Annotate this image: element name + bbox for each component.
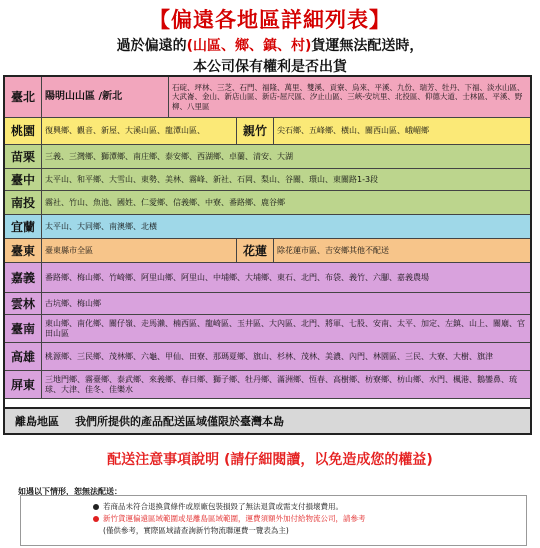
- region-label-taichung: 臺中: [5, 169, 42, 190]
- table-row-taipei: [5, 77, 530, 118]
- region-label-taipei: 臺北: [5, 77, 42, 117]
- table-row-yilan: [5, 215, 530, 239]
- region-areas-chiayi: 番路鄉、梅山鄉、竹崎鄉、阿里山鄉、阿里山、中埔鄉、大埔鄉、東石、北門、布袋、義竹、六腳、嘉義農場: [45, 272, 429, 282]
- notes-title: 配送注意事項說明 (請仔細閱讀，以免造成您的權益): [107, 452, 433, 468]
- table-row-nantou: [5, 191, 530, 215]
- region-label-miaoli: 苗栗: [5, 145, 42, 168]
- subtitle-prefix: 過於偏遠的: [116, 38, 187, 54]
- region-areas-miaoli: 三義、三灣鄉、獅潭鄉、南庄鄉、泰安鄉、西湖鄉、卓蘭、清安、大湖: [45, 151, 293, 161]
- region-areas-nantou: 霧社、竹山、魚池、國姓、仁愛鄉、信義鄉、中寮、番路鄉、鹿谷鄉: [45, 197, 285, 207]
- region-label-pingtung: 屏東: [5, 371, 42, 398]
- region-areas-yunlin: 古坑鄉、梅山鄉: [45, 298, 101, 308]
- subtitle-line2: 本公司保有權利是否出貨: [193, 59, 347, 75]
- region-label-kaohsiung: 高雄: [5, 343, 42, 370]
- notes-line-2-text: 新竹貨運偏遠區域範圍或是離島區域範圍，運費須額外加付給物流公司，請參考: [103, 514, 366, 523]
- region-areas-hsinchu: 尖石鄉、五峰鄉、橫山、關西山區、峨嵋鄉: [277, 126, 429, 135]
- notes-line-2: [21, 513, 526, 525]
- region-label-taoyuan: 桃園: [5, 118, 42, 144]
- region-label-yilan: 宜蘭: [5, 215, 42, 238]
- table-row-tainan: [5, 315, 530, 343]
- page-title: 【偏遠各地區詳細列表】: [149, 8, 391, 32]
- table-row-islands: [3, 409, 532, 435]
- region-areas-taitung: 臺東縣市全區: [42, 239, 237, 262]
- table-row-pingtung: [5, 371, 530, 399]
- region-label-tainan: 臺南: [5, 315, 42, 342]
- notes-intro: 如遇以下情形，恕無法配送：: [18, 487, 122, 496]
- bullet-icon: [93, 504, 99, 510]
- subtitle-line1: [0, 35, 540, 55]
- notes-box: [20, 495, 527, 546]
- region-sub-taipei: 陽明山山區 /新北: [42, 77, 169, 117]
- region-areas-taipei: 石碇、坪林、三芝、石門、福隆、萬里、雙溪、貢寮、烏來、平溪、九份、瑞芳、牡丹、下福、淡水山區、大武崙、金山、新店山區、新店-屈尺區、汐止山區、三峽-安坑里、北投區、仰德大道、士林區、平溪、野柳、八里區: [172, 82, 525, 111]
- region-label-chiayi: 嘉義: [5, 263, 42, 292]
- remote-area-table: [3, 75, 532, 409]
- table-row-taitung: [5, 239, 530, 263]
- region-label-hsinchu: 親竹: [237, 118, 274, 144]
- table-row-taoyuan: [5, 118, 530, 145]
- region-areas-taichung: 太平山、和平鄉、大雪山、東勢、美林、霧峰、新社、石岡、梨山、谷關、環山、東關路1-3段: [45, 174, 379, 184]
- region-areas-hualien: 除花蓮市區、吉安鄉其他不配送: [277, 245, 389, 255]
- subtitle-highlight: (山區、鄉、鎮、村): [186, 38, 312, 54]
- notes-line-3: (僅供參考，實際區域請查詢新竹物流聯運費一覽表為主): [103, 526, 289, 535]
- notes-line-1: [21, 501, 526, 513]
- region-label-taitung: 臺東: [5, 239, 42, 262]
- region-areas-tainan: 東山鄉、南化鄉、關仔嶺、走馬瀨、楠西區、龍崎區、玉井區、大內區、北門、將軍、七股、安南、太平、加定、左鎮、山上、關廟、官田山區: [45, 318, 525, 338]
- region-areas-taoyuan: 復興鄉、觀音、新屋、大溪山區、龍潭山區、: [42, 118, 237, 144]
- subtitle-suffix: 貨運無法配送時，: [311, 38, 424, 54]
- table-row-taichung: [5, 169, 530, 191]
- region-label-hualien: 花蓮: [237, 239, 274, 262]
- region-areas-kaohsiung: 桃源鄉、三民鄉、茂林鄉、六龜、甲仙、田寮、那瑪夏鄉、旗山、杉林、茂林、美濃、內門、林園區、三民、大寮、大樹、旗津: [45, 351, 493, 361]
- region-label-islands: 離島地區: [15, 415, 59, 428]
- table-row-yunlin: [5, 293, 530, 315]
- table-row-miaoli: [5, 145, 530, 169]
- region-label-yunlin: 雲林: [5, 293, 42, 314]
- bullet-icon: [93, 516, 99, 522]
- region-label-nantou: 南投: [5, 191, 42, 214]
- region-areas-yilan: 太平山、大同鄉、南澳鄉、北橫: [45, 221, 157, 231]
- notes-line-1-text: 若商品未符合退換貨條件或原廠包裝損毀了無法退貨或需支付損壞費用。: [103, 502, 343, 511]
- region-areas-pingtung: 三地門鄉、霧臺鄉、泰武鄉、來義鄉、春日鄉、獅子鄉、牡丹鄉、滿洲鄉、恆春、高樹鄉、枋寮鄉、枋山鄉、水門、楓港、鵝鑾鼻、琉球、大津、佳冬、佳樂水: [45, 374, 517, 394]
- table-row-chiayi: [5, 263, 530, 293]
- region-text-islands: 我們所提供的產品配送區域僅限於臺灣本島: [75, 415, 284, 428]
- table-row-kaohsiung: [5, 343, 530, 371]
